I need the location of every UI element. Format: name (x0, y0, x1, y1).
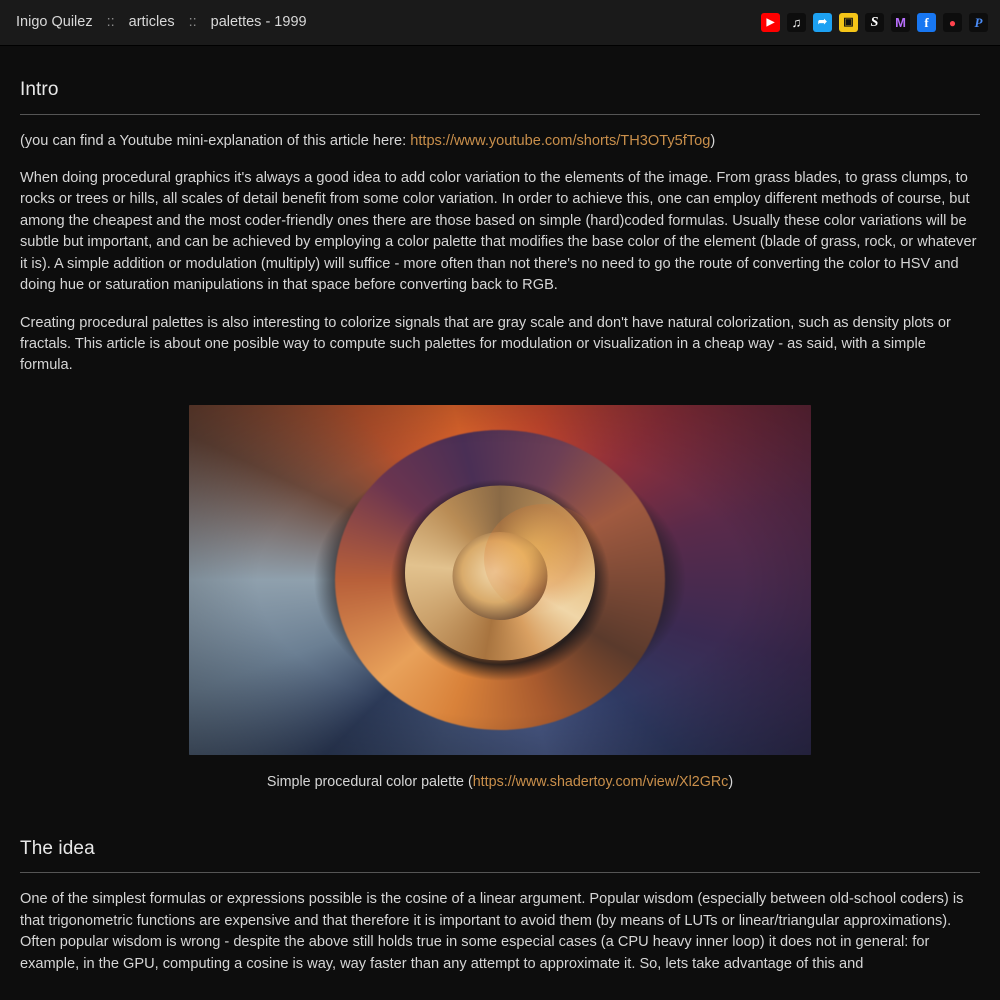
youtube-article-link[interactable]: https://www.youtube.com/shorts/TH3OTy5fTog (410, 132, 711, 149)
top-bar (0, 0, 1000, 46)
figure-caption-wrap (189, 772, 811, 793)
patreon-icon[interactable]: ● (943, 13, 962, 32)
social-links (761, 13, 988, 32)
section-divider (20, 872, 980, 873)
breadcrumb-separator: :: (106, 13, 115, 30)
paragraph-youtube-note (20, 131, 980, 152)
facebook-icon[interactable]: f (917, 13, 936, 32)
breadcrumb-item-home[interactable]: Inigo Quilez (16, 13, 93, 30)
paragraph-procedural-palettes: Creating procedural palettes is also interesting to colorize signals that are gray scale and don't have natural colorization, such as density plots or fractals. This article is about one posible way to compute such palettes for modulation or visualization in a cheap way - as said, with a simple formula. (20, 314, 951, 374)
paragraph-text: ) (710, 132, 716, 149)
section-divider (20, 114, 980, 115)
section-spacer (20, 801, 980, 835)
tiktok-icon[interactable]: ♫ (787, 13, 806, 32)
figure-caption (189, 772, 811, 793)
mastodon-icon[interactable]: M (891, 13, 910, 32)
article-content (0, 46, 1000, 975)
paragraph-text: (you can find a Youtube mini-explanation of this article here: (20, 132, 411, 149)
palette-example-image (189, 405, 811, 755)
section-title-intro: Intro (20, 79, 59, 100)
breadcrumb-item-articles[interactable]: articles (128, 13, 175, 30)
breadcrumb-separator: :: (188, 13, 197, 30)
paragraph-procedural-graphics: When doing procedural graphics it's always a good idea to add color variation to the elements of the image. From grass blades, to grass clumps, to rocks or trees or hills, all scales of detail benefit from some color variation. In order to achieve this, one can employ different methods of course, but among the cheapest and the most coder-friendly ones there are those based on simple (hard)coded formulas. Usually these color variations will be subtle but important, and can be achieved by employing a color palette that modifies the base color of the element (blade of grass, rock, or whatever it is). A simple addition or modulation (multiply) will suffice - more often than not there's no need to go the route of converting the color to HSV and doing hue or saturation manipulations in that space before converting back to RGB. (20, 169, 977, 294)
twitter-icon[interactable]: ➦ (813, 13, 832, 32)
shadertoy-link[interactable]: https://www.shadertoy.com/view/Xl2GRc (472, 773, 729, 790)
shadertoy-icon[interactable]: S (865, 13, 884, 32)
caption-text: Simple procedural color palette ( (266, 773, 473, 790)
paypal-icon[interactable]: P (969, 13, 988, 32)
youtube-icon[interactable]: ▶ (761, 13, 780, 32)
section-title-the-idea: The idea (20, 837, 95, 859)
figure-block (20, 405, 980, 793)
caption-text: ) (728, 773, 734, 790)
procedural-art (189, 405, 811, 755)
bluesky-icon[interactable]: ▣ (839, 13, 858, 32)
paragraph-the-idea-1: One of the simplest formulas or expressions possible is the cosine of a linear argument. Popular wisdom (especially between old-school coders) is that trigonometric functions are expensive and that therefore it is important to avoid them (by means of LUTs or linear/triangular approximations). Often popular wisdom is wrong - despite the above still holds true in some especial cases (a CPU heavy inner loop) it does not in general: for example, in the GPU, computing a cosine is way, way faster than any attempt to approximate it. So, lets take advantage of this and (20, 891, 964, 972)
breadcrumb (14, 12, 309, 33)
breadcrumb-item-current: palettes - 1999 (210, 13, 307, 30)
